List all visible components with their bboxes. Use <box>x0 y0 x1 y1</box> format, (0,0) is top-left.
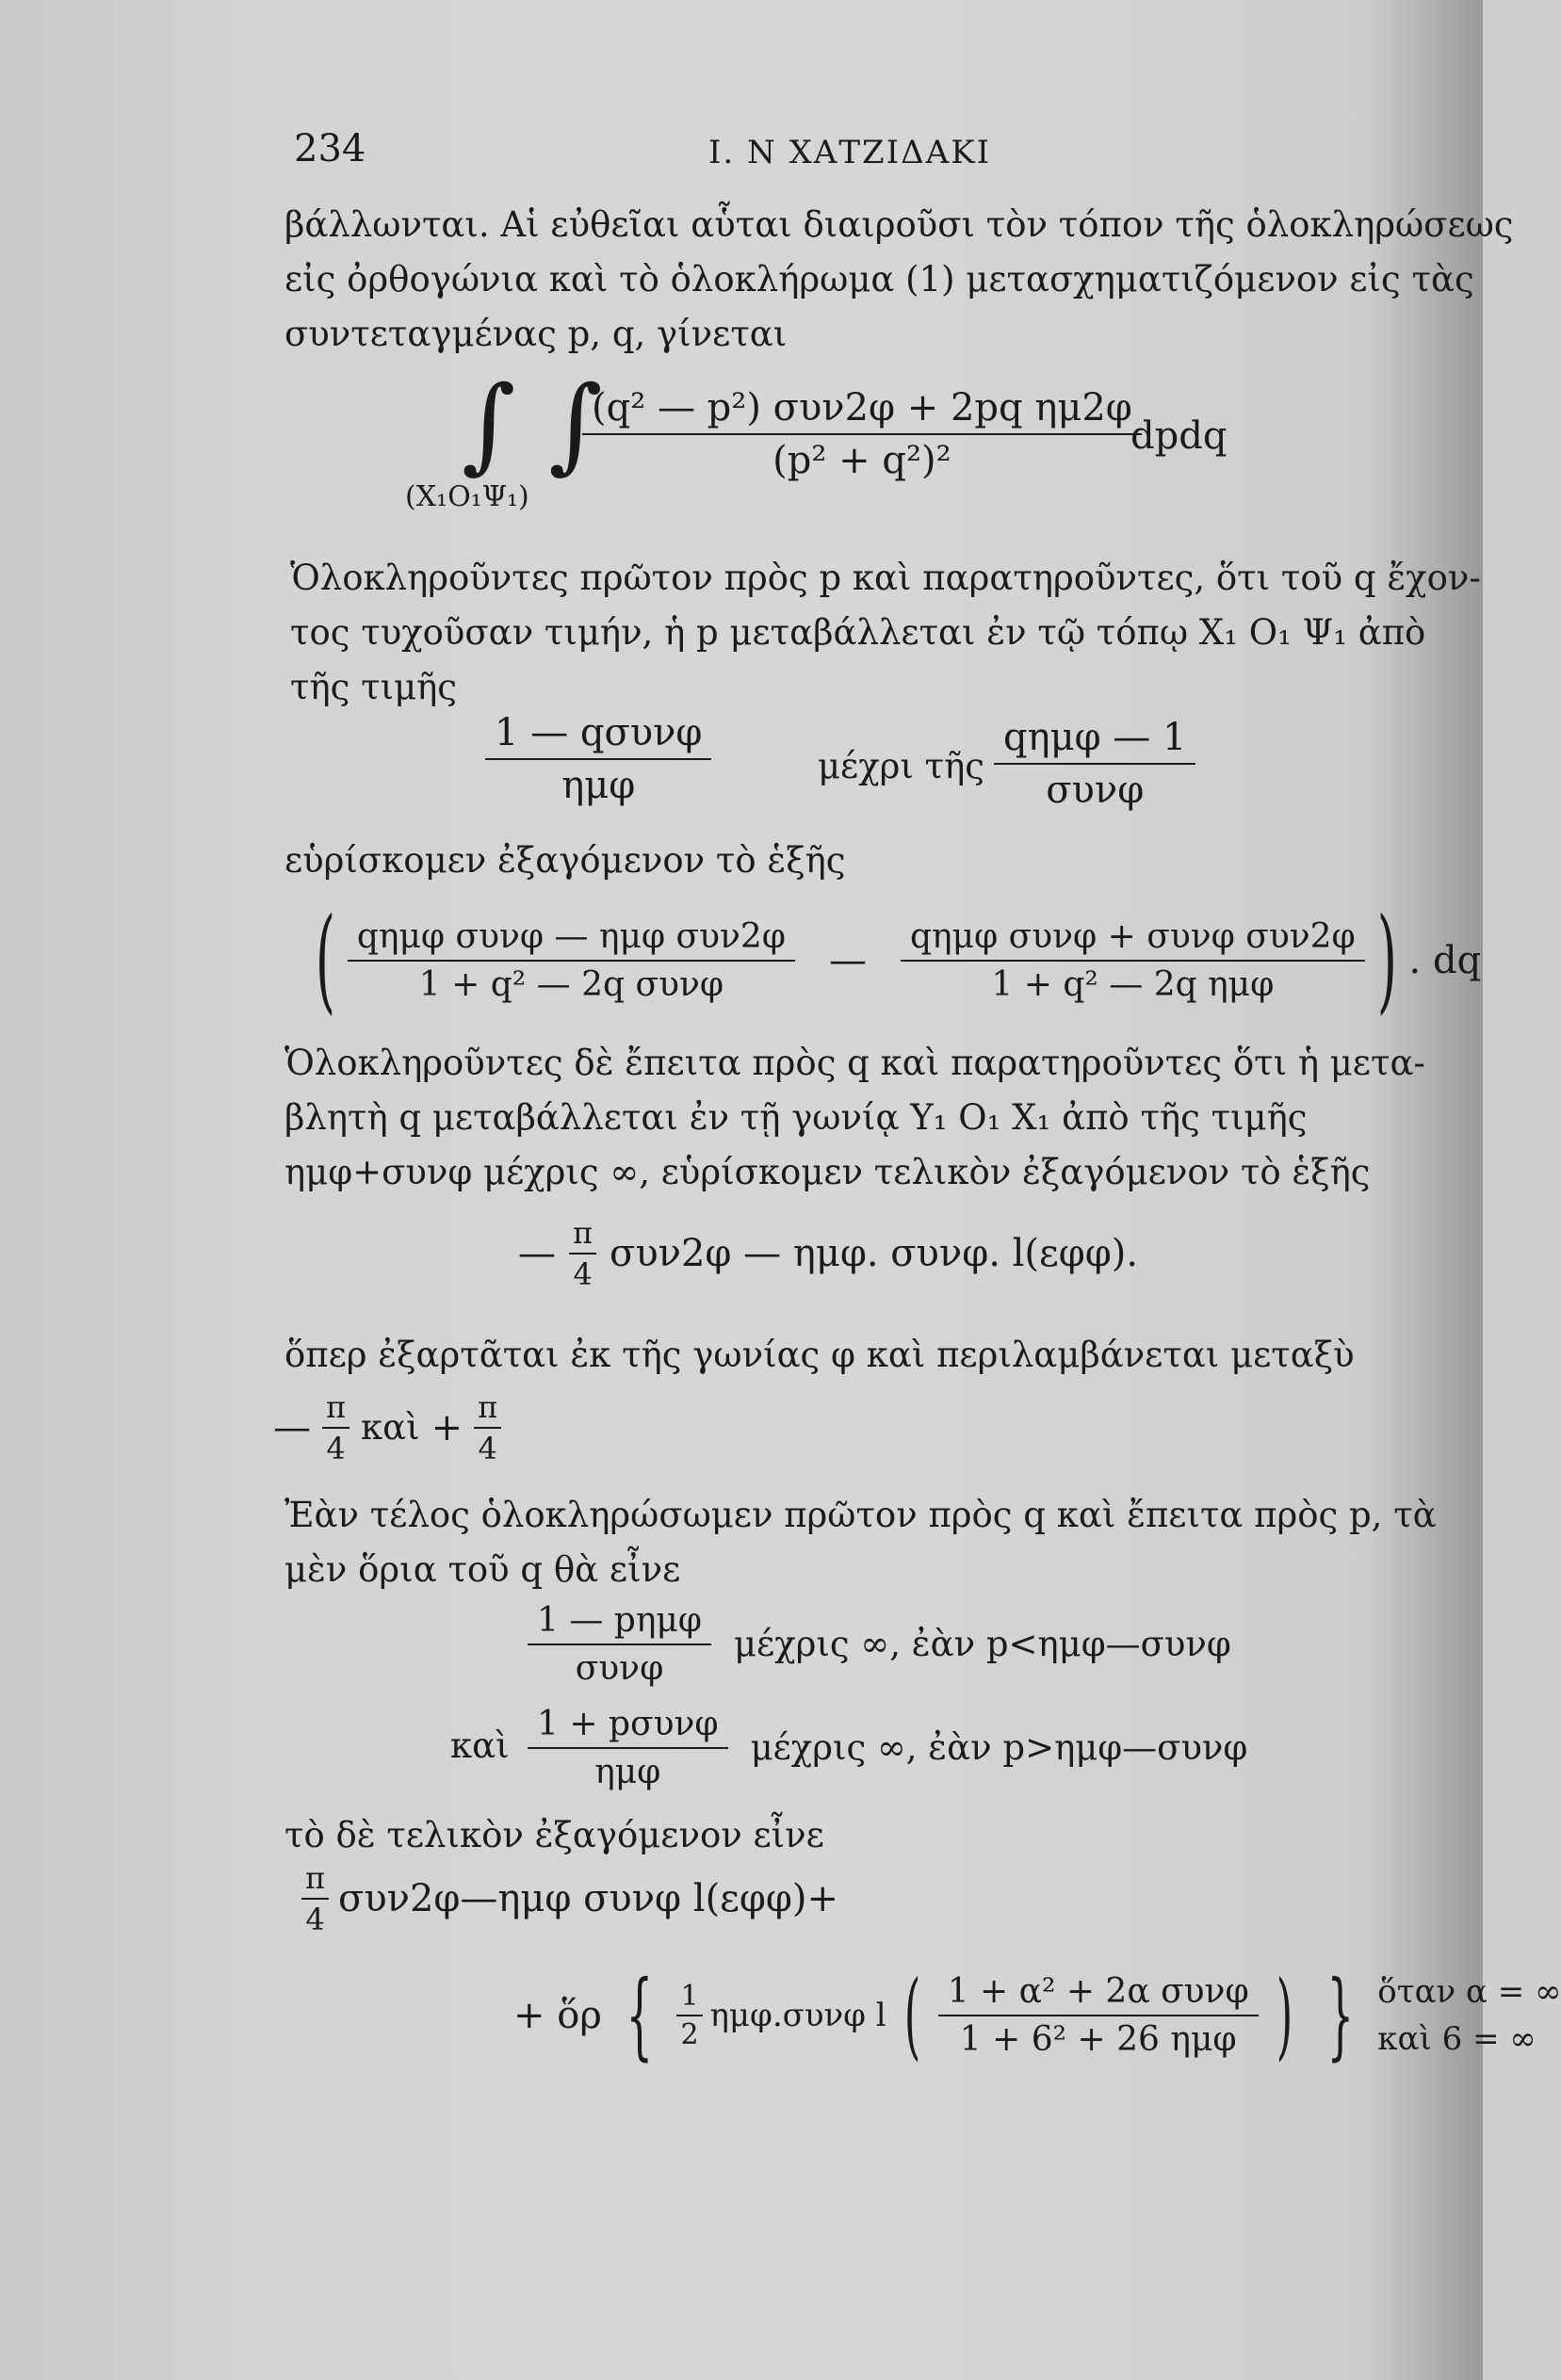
minus-sign: — <box>518 1232 556 1275</box>
numerator: qημφ — 1 <box>994 716 1195 765</box>
limit-condition: μέχρις ∞, ἐὰν p<ημφ—συνφ <box>734 1624 1231 1664</box>
text-line: μὲν ὅρια τοῦ q θὰ εἶνε <box>285 1549 681 1590</box>
pi: π <box>301 1860 329 1900</box>
conjunction: καὶ <box>361 1407 420 1448</box>
text-line: Ὁλοκληροῦντες πρῶτον πρὸς p καὶ παρατηροῦντες, ὅτι τοῦ q ἔχον- <box>290 558 1481 598</box>
equation-6-row-2 <box>528 1705 1247 1791</box>
paragraph-7: τὸ δὲ τελικὸν ἐξαγόμενον εἶνε <box>285 1815 824 1855</box>
numerator: (q² — p²) συν2φ + 2pq ημ2φ <box>582 386 1142 435</box>
left-paren: ( <box>315 895 335 1026</box>
pi: π <box>474 1389 501 1429</box>
equation-7 <box>301 1860 838 1937</box>
numerator: qημφ συνφ — ημφ συν2φ <box>348 917 795 962</box>
equation-1-fraction <box>582 386 1142 482</box>
numerator: qημφ συνφ + συνφ συν2φ <box>901 917 1365 962</box>
denominator: 1 + q² — 2q συνφ <box>418 965 724 1004</box>
denominator: 2 <box>680 2018 699 2051</box>
four: 4 <box>305 1902 325 1937</box>
limit-condition: μέχρις ∞, ἐὰν p>ημφ—συνφ <box>750 1727 1248 1768</box>
denominator: συνφ <box>1046 769 1145 812</box>
expression: συν2φ — ημφ. συνφ. l(εφφ). <box>610 1232 1139 1275</box>
equation-2-left <box>485 711 711 807</box>
plus-sign: + <box>431 1406 463 1449</box>
paragraph-1 <box>285 198 1514 362</box>
text-line: ημφ+συνφ μέχρις ∞, εὑρίσκομεν τελικὸν ἐξαγόμενον τὸ ἑξῆς <box>285 1152 1371 1192</box>
equation-2-right <box>994 716 1195 812</box>
text-line: Ὁλοκληροῦντες δὲ ἔπειτα πρὸς q καὶ παρατηροῦντες ὅτι ἡ μετα- <box>285 1043 1425 1083</box>
differential: dpdq <box>1130 414 1228 458</box>
text-line: τος τυχοῦσαν τιμήν, ἡ p μεταβάλλεται ἐν τῷ τόπῳ Χ₁ Ο₁ Ψ₁ ἀπὸ <box>290 612 1426 653</box>
right-brace: } <box>1326 1960 1354 2070</box>
condition: καὶ 6 = ∞ <box>1377 2020 1537 2058</box>
paragraph-5: ὅπερ ἐξαρτᾶται ἐκ τῆς γωνίας φ καὶ περιλαμβάνεται μεταξὺ <box>285 1335 1355 1375</box>
equation-8 <box>513 1960 1561 2070</box>
paragraph-4 <box>285 1036 1425 1200</box>
expression: ημφ.συνφ l <box>709 1997 886 2034</box>
denominator: 1 + 6² + 26 ημφ <box>959 2020 1237 2059</box>
numerator: 1 + α² + 2α συνφ <box>938 1972 1259 2016</box>
denominator: ημφ <box>594 1753 661 1791</box>
right-paren: ) <box>1376 895 1397 1026</box>
equation-6-row-1 <box>528 1601 1231 1688</box>
pi: π <box>322 1389 350 1429</box>
conjunction: καὶ <box>450 1725 510 1766</box>
integration-domain: (Χ₁Ο₁Ψ₁) <box>405 480 529 513</box>
text-line: συντεταγμένας p, q, γίνεται <box>285 314 788 354</box>
equation-2-middle: μέχρι τῆς <box>818 746 985 786</box>
text-line: τῆς τιμῆς <box>290 667 458 707</box>
expression: συν2φ—ημφ συνφ l(εφφ)+ <box>338 1877 839 1920</box>
numerator: 1 <box>676 1980 702 2016</box>
left-brace: { <box>626 1960 653 2070</box>
numerator: 1 — pημφ <box>528 1601 711 1645</box>
text-line: Ἐὰν τέλος ὁλοκληρώσωμεν πρῶτον πρὸς q καὶ ἔπειτα πρὸς p, τὰ <box>285 1495 1437 1535</box>
text-line: βλητὴ q μεταβάλλεται ἐν τῇ γωνίᾳ Υ₁ Ο₁ Χ₁ ἀπὸ τῆς τιμῆς <box>285 1097 1308 1138</box>
paragraph-2 <box>290 551 1481 715</box>
denominator: συνφ <box>575 1649 664 1688</box>
equation-5 <box>273 1389 501 1466</box>
right-paren: ) <box>1276 1960 1293 2070</box>
numerator: 1 + pσυνφ <box>528 1705 728 1749</box>
page-number: 234 <box>294 127 366 170</box>
four: 4 <box>573 1256 593 1292</box>
numerator: 1 — qσυνφ <box>485 711 711 760</box>
text-line: εἰς ὀρθογώνια καὶ τὸ ὁλοκλήρωμα (1) μετασχηματιζόμενον εἰς τὰς <box>285 259 1474 300</box>
equation-4 <box>518 1215 1138 1292</box>
text-line: βάλλωνται. Αἱ εὐθεῖαι αὗται διαιροῦσι τὸν τόπον τῆς ὁλοκληρώσεως <box>285 204 1514 245</box>
minus-sign: — <box>829 939 867 982</box>
integral-signs: ∫ ∫ <box>462 364 603 484</box>
condition: ὅταν α = ∞ <box>1377 1973 1561 2011</box>
four: 4 <box>478 1431 497 1466</box>
minus-sign: — <box>273 1406 311 1449</box>
paragraph-6 <box>285 1488 1437 1597</box>
denominator: ημφ <box>561 764 636 807</box>
pi: π <box>569 1215 596 1255</box>
denominator: 1 + q² — 2q ημφ <box>991 965 1275 1004</box>
limit-operator: + ὅρ <box>513 1994 602 2037</box>
running-title: Ι. Ν ΧΑΤΖΙΔΑΚΙ <box>708 134 992 171</box>
equation-3 <box>303 895 1482 1026</box>
paragraph-3: εὑρίσκομεν ἐξαγόμενον τὸ ἑξῆς <box>285 840 846 881</box>
left-paren: ( <box>903 1960 920 2070</box>
differential: . dq <box>1408 939 1482 982</box>
four: 4 <box>326 1431 346 1466</box>
denominator: (p² + q²)² <box>772 439 951 482</box>
